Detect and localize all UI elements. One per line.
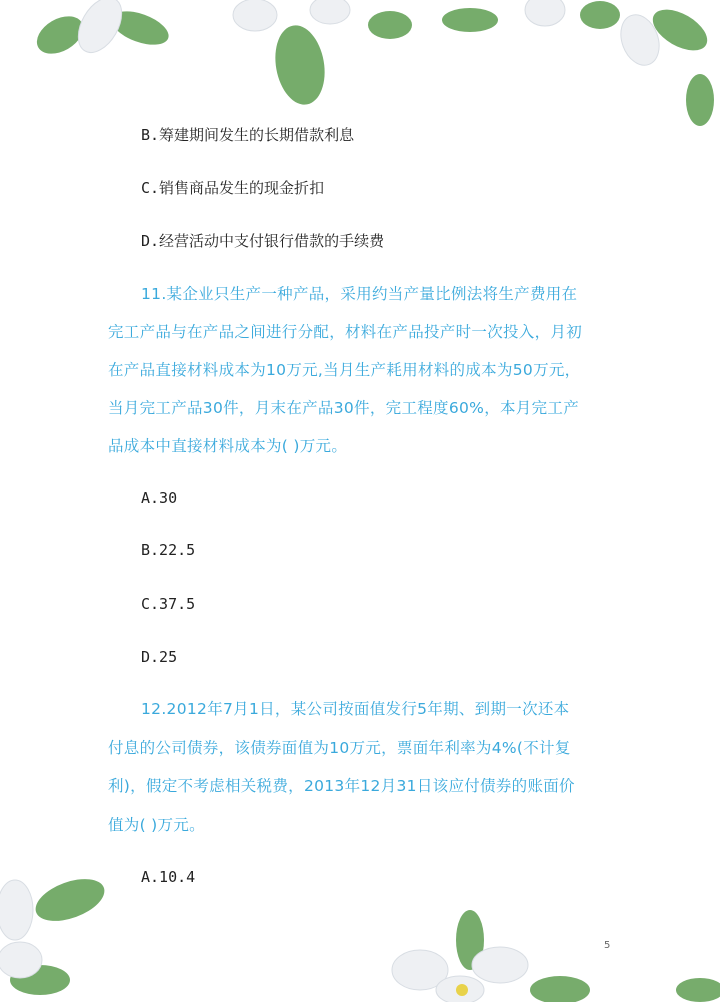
- question-11-line: 品成本中直接材料成本为( )万元。: [108, 437, 348, 455]
- option-b: B.筹建期间发生的长期借款利息: [141, 126, 355, 144]
- q11-option-d: D.25: [141, 648, 178, 666]
- question-11-line: 完工产品与在产品之间进行分配，材料在产品投产时一次投入，月初: [108, 323, 583, 341]
- page-number: 5: [604, 940, 611, 951]
- question-12-line: 付息的公司债券，该债券面值为10万元，票面年利率为4%(不计复: [108, 739, 571, 757]
- flower-decoration-top: [0, 0, 720, 130]
- question-12-line: 12.2012年7月1日，某公司按面值发行5年期、到期一次还本: [141, 700, 570, 718]
- q11-option-b: B.22.5: [141, 541, 196, 559]
- q12-option-a: A.10.4: [141, 868, 196, 886]
- question-11-line: 当月完工产品30件，月末在产品30件，完工程度60%，本月完工产: [108, 399, 579, 417]
- q11-option-c: C.37.5: [141, 595, 196, 613]
- option-c: C.销售商品发生的现金折扣: [141, 179, 325, 197]
- question-11-line: 在产品直接材料成本为10万元,当月生产耗用材料的成本为50万元，: [108, 361, 581, 379]
- option-d: D.经营活动中支付银行借款的手续费: [141, 232, 385, 250]
- flower-decoration-bottom: [0, 850, 720, 1002]
- question-12-line: 值为( )万元。: [108, 816, 205, 834]
- q11-option-a: A.30: [141, 489, 178, 507]
- question-12-line: 利)，假定不考虑相关税费，2013年12月31日该应付债券的账面价: [108, 777, 575, 795]
- question-11-line: 11.某企业只生产一种产品，采用约当产量比例法将生产费用在: [141, 285, 578, 303]
